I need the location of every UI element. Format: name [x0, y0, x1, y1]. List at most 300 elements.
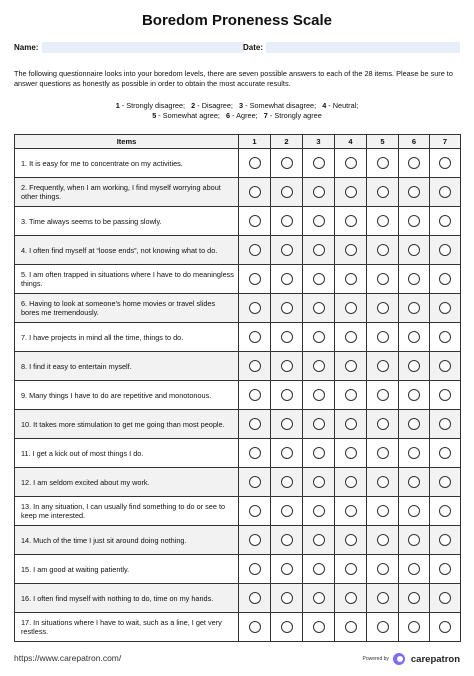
radio-option[interactable] — [408, 186, 420, 198]
radio-option[interactable] — [313, 563, 325, 575]
radio-option[interactable] — [439, 476, 451, 488]
radio-option[interactable] — [345, 273, 357, 285]
option-cell — [367, 381, 399, 410]
scale-header: 7 — [430, 135, 461, 149]
radio-option[interactable] — [439, 534, 451, 546]
option-cell — [367, 236, 399, 265]
legend-line-2 — [14, 111, 460, 121]
carepatron-link[interactable]: https://www.carepatron.com/ — [14, 653, 122, 663]
radio-option[interactable] — [408, 331, 420, 343]
option-cell — [367, 294, 399, 323]
table-row — [15, 265, 461, 294]
option-cell — [239, 381, 271, 410]
table-row — [15, 381, 461, 410]
radio-option[interactable] — [249, 418, 261, 430]
option-cell — [430, 323, 461, 352]
radio-option[interactable] — [249, 186, 261, 198]
legend-number: 2 — [191, 101, 196, 110]
radio-option[interactable] — [281, 157, 293, 169]
option-cell — [430, 497, 461, 526]
radio-option[interactable] — [249, 215, 261, 227]
scale-legend — [14, 101, 460, 121]
radio-option[interactable] — [281, 244, 293, 256]
radio-option[interactable] — [313, 447, 325, 459]
option-cell — [399, 526, 430, 555]
option-cell — [271, 526, 303, 555]
powered-by-badge — [362, 652, 460, 666]
radio-option[interactable] — [439, 244, 451, 256]
legend-number: 5 — [152, 111, 157, 120]
legend-text: - Disagree; — [195, 101, 233, 110]
radio-option[interactable] — [313, 418, 325, 430]
radio-option[interactable] — [313, 592, 325, 604]
option-cell — [430, 613, 461, 642]
radio-option[interactable] — [345, 157, 357, 169]
option-cell — [303, 497, 335, 526]
radio-option[interactable] — [345, 476, 357, 488]
option-cell — [303, 236, 335, 265]
radio-option[interactable] — [281, 592, 293, 604]
option-cell — [335, 584, 367, 613]
item-text: 9. Many things I have to do are repetitive and monotonous. — [15, 381, 239, 410]
radio-option[interactable] — [281, 302, 293, 314]
radio-option[interactable] — [345, 186, 357, 198]
item-text: 4. I often find myself at “loose ends”, not knowing what to do. — [15, 236, 239, 265]
radio-option[interactable] — [345, 302, 357, 314]
option-cell — [367, 613, 399, 642]
radio-option[interactable] — [249, 447, 261, 459]
table-row — [15, 555, 461, 584]
option-cell — [367, 526, 399, 555]
option-cell — [239, 613, 271, 642]
option-cell — [335, 352, 367, 381]
option-cell — [430, 178, 461, 207]
option-cell — [430, 468, 461, 497]
radio-option[interactable] — [439, 273, 451, 285]
table-row — [15, 236, 461, 265]
radio-option[interactable] — [281, 621, 293, 633]
option-cell — [303, 294, 335, 323]
radio-option[interactable] — [249, 302, 261, 314]
table-row — [15, 439, 461, 468]
option-cell — [271, 323, 303, 352]
radio-option[interactable] — [439, 331, 451, 343]
option-cell — [239, 236, 271, 265]
option-cell — [271, 613, 303, 642]
radio-option[interactable] — [249, 157, 261, 169]
option-cell — [303, 439, 335, 468]
radio-option[interactable] — [439, 563, 451, 575]
radio-option[interactable] — [408, 563, 420, 575]
option-cell — [271, 555, 303, 584]
items-header: Items — [15, 135, 239, 149]
option-cell — [367, 497, 399, 526]
radio-option[interactable] — [249, 273, 261, 285]
option-cell — [430, 149, 461, 178]
legend-line-1 — [14, 101, 460, 111]
option-cell — [430, 265, 461, 294]
item-text: 14. Much of the time I just sit around doing nothing. — [15, 526, 239, 555]
option-cell — [239, 149, 271, 178]
radio-option[interactable] — [281, 389, 293, 401]
radio-option[interactable] — [377, 302, 389, 314]
radio-option[interactable] — [408, 273, 420, 285]
radio-option[interactable] — [408, 418, 420, 430]
option-cell — [303, 323, 335, 352]
option-cell — [303, 149, 335, 178]
option-cell — [399, 497, 430, 526]
radio-option[interactable] — [345, 505, 357, 517]
option-cell — [303, 207, 335, 236]
option-cell — [271, 439, 303, 468]
radio-option[interactable] — [408, 505, 420, 517]
name-label: Name: — [14, 43, 39, 52]
table-row — [15, 178, 461, 207]
radio-option[interactable] — [281, 186, 293, 198]
option-cell — [399, 381, 430, 410]
option-cell — [239, 497, 271, 526]
legend-text: - Somewhat agree; — [156, 111, 220, 120]
radio-option[interactable] — [377, 215, 389, 227]
radio-option[interactable] — [313, 157, 325, 169]
item-text: 5. I am often trapped in situations where I have to do meaningless things. — [15, 265, 239, 294]
radio-option[interactable] — [313, 505, 325, 517]
option-cell — [335, 468, 367, 497]
option-cell — [335, 555, 367, 584]
option-cell — [430, 207, 461, 236]
option-cell — [335, 410, 367, 439]
radio-option[interactable] — [313, 273, 325, 285]
table-row — [15, 207, 461, 236]
option-cell — [399, 410, 430, 439]
legend-number: 7 — [263, 111, 268, 120]
radio-option[interactable] — [313, 360, 325, 372]
option-cell — [430, 526, 461, 555]
table-row — [15, 323, 461, 352]
radio-option[interactable] — [408, 476, 420, 488]
item-text: 15. I am good at waiting patiently. — [15, 555, 239, 584]
item-text: 8. I find it easy to entertain myself. — [15, 352, 239, 381]
item-text: 16. I often find myself with nothing to do, time on my hands. — [15, 584, 239, 613]
radio-option[interactable] — [408, 621, 420, 633]
item-text: 12. I am seldom excited about my work. — [15, 468, 239, 497]
radio-option[interactable] — [408, 302, 420, 314]
item-text: 17. In situations where I have to wait, such as a line, I get very restless. — [15, 613, 239, 642]
radio-option[interactable] — [281, 215, 293, 227]
brand-name: carepatron — [410, 653, 460, 665]
option-cell — [239, 526, 271, 555]
option-cell — [399, 468, 430, 497]
scale-header: 4 — [335, 135, 367, 149]
option-cell — [367, 207, 399, 236]
radio-option[interactable] — [377, 273, 389, 285]
radio-option[interactable] — [249, 331, 261, 343]
radio-option[interactable] — [345, 215, 357, 227]
legend-number: 4 — [322, 101, 327, 110]
table-header-row — [15, 135, 461, 149]
option-cell — [399, 613, 430, 642]
radio-option[interactable] — [281, 505, 293, 517]
table-row — [15, 149, 461, 178]
option-cell — [271, 381, 303, 410]
scale-header: 5 — [367, 135, 399, 149]
option-cell — [271, 352, 303, 381]
option-cell — [399, 323, 430, 352]
scale-header: 3 — [303, 135, 335, 149]
radio-option[interactable] — [313, 331, 325, 343]
powered-by-text: Powered by — [362, 656, 389, 662]
option-cell — [239, 294, 271, 323]
option-cell — [430, 439, 461, 468]
scale-header: 1 — [239, 135, 271, 149]
legend-number: 3 — [239, 101, 244, 110]
option-cell — [399, 439, 430, 468]
legend-text: - Neutral; — [326, 101, 359, 110]
option-cell — [303, 613, 335, 642]
option-cell — [367, 439, 399, 468]
radio-option[interactable] — [439, 157, 451, 169]
table-row — [15, 613, 461, 642]
radio-option[interactable] — [439, 447, 451, 459]
option-cell — [303, 555, 335, 584]
radio-option[interactable] — [439, 302, 451, 314]
radio-option[interactable] — [345, 418, 357, 430]
option-cell — [430, 555, 461, 584]
option-cell — [303, 352, 335, 381]
option-cell — [271, 584, 303, 613]
radio-option[interactable] — [377, 360, 389, 372]
radio-option[interactable] — [249, 563, 261, 575]
radio-option[interactable] — [313, 621, 325, 633]
option-cell — [303, 381, 335, 410]
radio-option[interactable] — [249, 592, 261, 604]
radio-option[interactable] — [345, 447, 357, 459]
option-cell — [399, 236, 430, 265]
radio-option[interactable] — [408, 389, 420, 401]
radio-option[interactable] — [408, 534, 420, 546]
radio-option[interactable] — [281, 563, 293, 575]
option-cell — [239, 178, 271, 207]
option-cell — [399, 149, 430, 178]
option-cell — [335, 613, 367, 642]
radio-option[interactable] — [377, 476, 389, 488]
item-text: 1. It is easy for me to concentrate on my activities. — [15, 149, 239, 178]
legend-number: 6 — [226, 111, 231, 120]
option-cell — [335, 149, 367, 178]
intro-text: The following questionnaire looks into your boredom levels, there are seven possible answers to each of the 28 items. Please be sure to answer questions as honestly as possible in order to obtain the most accurate results. — [14, 69, 453, 88]
radio-option[interactable] — [439, 621, 451, 633]
radio-option[interactable] — [377, 534, 389, 546]
radio-option[interactable] — [377, 505, 389, 517]
radio-option[interactable] — [345, 592, 357, 604]
option-cell — [303, 178, 335, 207]
option-cell — [399, 555, 430, 584]
option-cell — [239, 323, 271, 352]
radio-option[interactable] — [439, 186, 451, 198]
option-cell — [239, 352, 271, 381]
legend-number: 1 — [115, 101, 120, 110]
option-cell — [271, 410, 303, 439]
option-cell — [239, 265, 271, 294]
radio-option[interactable] — [281, 273, 293, 285]
radio-option[interactable] — [249, 534, 261, 546]
option-cell — [367, 410, 399, 439]
legend-text: - Somewhat disagree; — [243, 101, 317, 110]
radio-option[interactable] — [408, 244, 420, 256]
radio-option[interactable] — [408, 592, 420, 604]
radio-option[interactable] — [249, 505, 261, 517]
option-cell — [335, 439, 367, 468]
radio-option[interactable] — [439, 505, 451, 517]
radio-option[interactable] — [345, 389, 357, 401]
carepatron-logo-icon — [393, 653, 407, 665]
radio-option[interactable] — [439, 360, 451, 372]
item-text: 7. I have projects in mind all the time, things to do. — [15, 323, 239, 352]
option-cell — [303, 526, 335, 555]
radio-option[interactable] — [249, 621, 261, 633]
option-cell — [430, 381, 461, 410]
option-cell — [367, 555, 399, 584]
radio-option[interactable] — [377, 563, 389, 575]
option-cell — [399, 178, 430, 207]
radio-option[interactable] — [281, 331, 293, 343]
option-cell — [271, 468, 303, 497]
radio-option[interactable] — [281, 447, 293, 459]
radio-option[interactable] — [313, 215, 325, 227]
radio-option[interactable] — [249, 244, 261, 256]
radio-option[interactable] — [281, 360, 293, 372]
option-cell — [303, 584, 335, 613]
radio-option[interactable] — [313, 244, 325, 256]
option-cell — [239, 468, 271, 497]
radio-option[interactable] — [313, 186, 325, 198]
radio-option[interactable] — [439, 418, 451, 430]
radio-option[interactable] — [408, 360, 420, 372]
option-cell — [367, 178, 399, 207]
radio-option[interactable] — [377, 621, 389, 633]
option-cell — [335, 236, 367, 265]
radio-option[interactable] — [377, 157, 389, 169]
option-cell — [335, 294, 367, 323]
option-cell — [335, 497, 367, 526]
radio-option[interactable] — [345, 331, 357, 343]
radio-option[interactable] — [249, 476, 261, 488]
table-row — [15, 410, 461, 439]
option-cell — [430, 584, 461, 613]
radio-option[interactable] — [377, 244, 389, 256]
option-cell — [399, 294, 430, 323]
radio-option[interactable] — [377, 592, 389, 604]
option-cell — [430, 294, 461, 323]
option-cell — [239, 207, 271, 236]
legend-text: - Agree; — [230, 111, 258, 120]
radio-option[interactable] — [313, 389, 325, 401]
radio-option[interactable] — [408, 157, 420, 169]
radio-option[interactable] — [281, 418, 293, 430]
option-cell — [303, 468, 335, 497]
table-row — [15, 497, 461, 526]
legend-text: - Strongly disagree; — [119, 101, 186, 110]
option-cell — [399, 265, 430, 294]
table-row — [15, 468, 461, 497]
option-cell — [367, 265, 399, 294]
scale-header: 2 — [271, 135, 303, 149]
questionnaire-table — [14, 134, 461, 642]
radio-option[interactable] — [249, 389, 261, 401]
option-cell — [335, 178, 367, 207]
radio-option[interactable] — [439, 592, 451, 604]
option-cell — [335, 265, 367, 294]
radio-option[interactable] — [377, 418, 389, 430]
table-row — [15, 526, 461, 555]
radio-option[interactable] — [345, 621, 357, 633]
radio-option[interactable] — [408, 215, 420, 227]
option-cell — [399, 584, 430, 613]
option-cell — [430, 352, 461, 381]
name-date-row — [14, 42, 460, 54]
option-cell — [239, 410, 271, 439]
option-cell — [335, 381, 367, 410]
item-text: 2. Frequently, when I am working, I find myself worrying about other things. — [15, 178, 239, 207]
radio-option[interactable] — [408, 447, 420, 459]
name-field[interactable] — [42, 42, 244, 53]
radio-option[interactable] — [345, 244, 357, 256]
radio-option[interactable] — [439, 215, 451, 227]
option-cell — [239, 439, 271, 468]
radio-option[interactable] — [281, 476, 293, 488]
option-cell — [271, 207, 303, 236]
radio-option[interactable] — [345, 534, 357, 546]
option-cell — [271, 149, 303, 178]
option-cell — [271, 294, 303, 323]
option-cell — [399, 207, 430, 236]
radio-option[interactable] — [345, 563, 357, 575]
radio-option[interactable] — [313, 476, 325, 488]
option-cell — [367, 584, 399, 613]
option-cell — [303, 410, 335, 439]
page-title: Boredom Proneness Scale — [141, 12, 333, 29]
option-cell — [399, 352, 430, 381]
radio-option[interactable] — [377, 331, 389, 343]
option-cell — [271, 265, 303, 294]
radio-option[interactable] — [377, 389, 389, 401]
radio-option[interactable] — [377, 186, 389, 198]
option-cell — [367, 352, 399, 381]
option-cell — [271, 497, 303, 526]
item-text: 13. In any situation, I can usually find something to do or see to keep me interested. — [15, 497, 239, 526]
table-row — [15, 352, 461, 381]
item-text: 3. Time always seems to be passing slowly. — [15, 207, 239, 236]
radio-option[interactable] — [313, 534, 325, 546]
radio-option[interactable] — [439, 389, 451, 401]
date-label: Date: — [243, 43, 264, 52]
option-cell — [430, 410, 461, 439]
radio-option[interactable] — [249, 360, 261, 372]
radio-option[interactable] — [345, 360, 357, 372]
option-cell — [335, 526, 367, 555]
option-cell — [239, 584, 271, 613]
legend-text: - Strongly agree — [267, 111, 322, 120]
option-cell — [271, 178, 303, 207]
option-cell — [367, 149, 399, 178]
radio-option[interactable] — [281, 534, 293, 546]
table-row — [15, 294, 461, 323]
table-row — [15, 584, 461, 613]
option-cell — [335, 323, 367, 352]
radio-option[interactable] — [377, 447, 389, 459]
radio-option[interactable] — [313, 302, 325, 314]
date-field[interactable] — [266, 42, 460, 53]
